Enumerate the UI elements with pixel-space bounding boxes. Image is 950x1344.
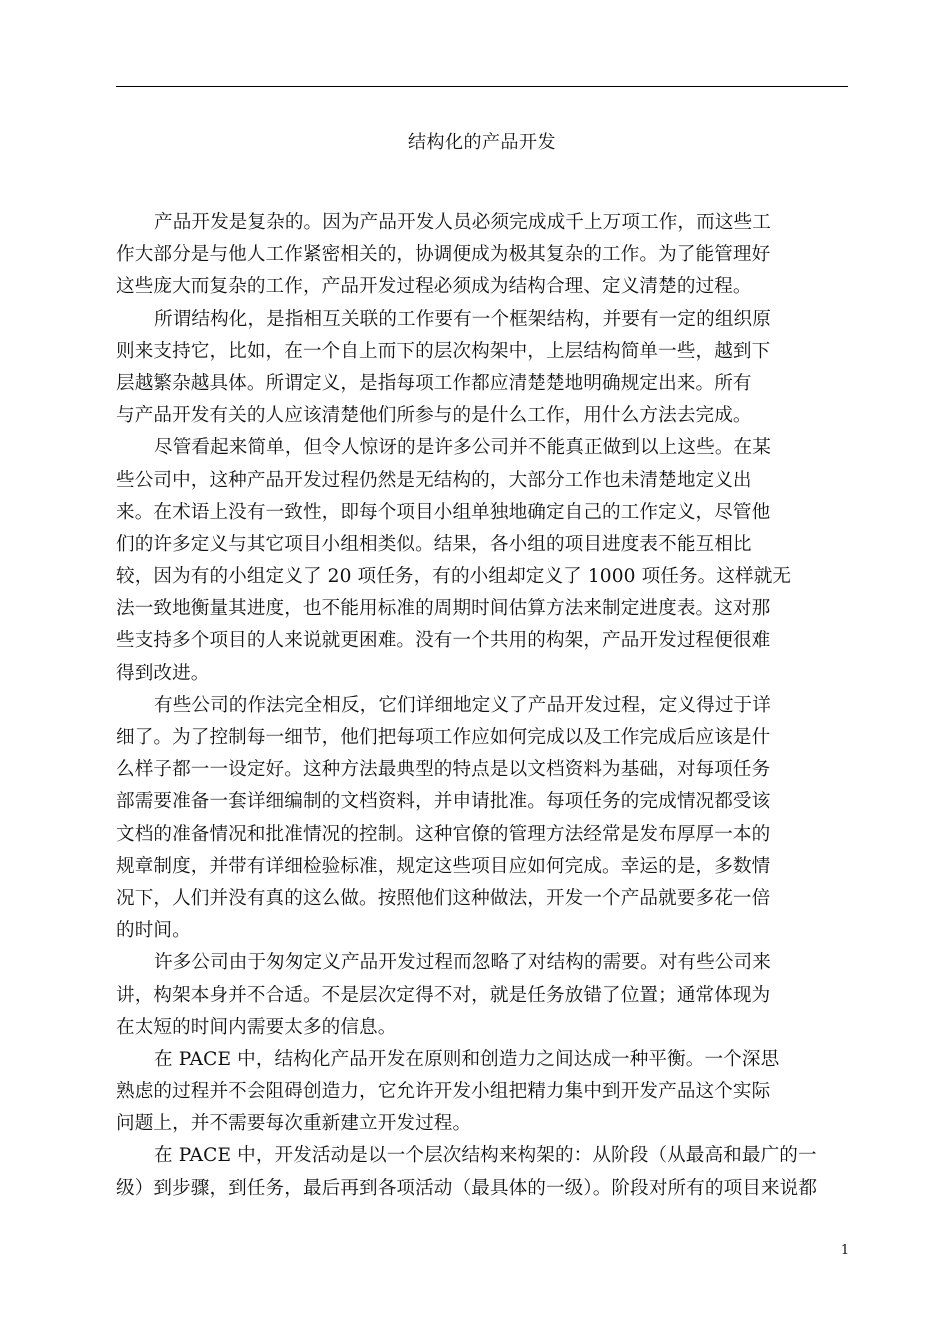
text-line: 文档的准备情况和批准情况的控制。这种官僚的管理方法经常是发布厚厚一本的 (116, 823, 771, 845)
text-line: 法一致地衡量其进度，也不能用标准的周期时间估算方法来制定进度表。这对那 (116, 598, 771, 620)
text-line: 规章制度，并带有详细检验标准，规定这些项目应如何完成。幸运的是，多数情 (116, 855, 771, 877)
text-line: 讲，构架本身并不合适。不是层次定得不对，就是任务放错了位置；通常体现为 (116, 984, 771, 1006)
text-line: 些公司中，这种产品开发过程仍然是无结构的，大部分工作也未清楚地定义出 (116, 469, 752, 491)
text-line: 部需要准备一套详细编制的文档资料，并申请批准。每项任务的完成情况都受该 (116, 791, 771, 813)
text-line: 层越繁杂越具体。所谓定义，是指每项工作都应清楚楚地明确规定出来。所有 (116, 372, 752, 394)
text-line: 较，因为有的小组定义了 20 项任务，有的小组却定义了 1000 项任务。这样就无 (116, 566, 792, 588)
text-line: 这些庞大而复杂的工作，产品开发过程必须成为结构合理、定义清楚的过程。 (116, 276, 752, 298)
text-line: 细了。为了控制每一细节，他们把每项工作应如何完成以及工作完成后应该是什 (116, 727, 771, 748)
text-line: 作大部分是与他人工作紧密相关的，协调便成为极其复杂的工作。为了能管理好 (116, 244, 771, 266)
body-text (116, 207, 856, 1205)
text-line: 得到改进。 (116, 662, 210, 684)
text-line: 尽管看起来简单，但令人惊讶的是许多公司并不能真正做到以上这些。在某 (154, 437, 771, 459)
text-line: 在 PACE 中，结构化产品开发在原则和创造力之间达成一种平衡。一个深思 (154, 1048, 780, 1070)
text-line: 许多公司由于匆匆定义产品开发过程而忽略了对结构的需要。对有些公司来 (154, 952, 771, 974)
text-line: 有些公司的作法完全相反，它们详细地定义了产品开发过程，定义得过于详 (154, 694, 771, 716)
text-line: 产品开发是复杂的。因为产品开发人员必须完成成千上万项工作，而这些工 (154, 212, 771, 233)
text-line: 在 PACE 中，开发活动是以一个层次结构来构架的：从阶段（从最高和最广的一 (154, 1145, 817, 1167)
text-line: 么样子都一一设定好。这种方法最典型的特点是以文档资料为基础，对每项任务 (116, 759, 771, 781)
text-line: 些支持多个项目的人来说就更困难。没有一个共用的构架，产品开发过程便很难 (116, 630, 771, 652)
text-line: 的时间。 (116, 920, 191, 942)
text-line: 问题上，并不需要每次重新建立开发过程。 (116, 1113, 472, 1135)
page-number: 1 (840, 1243, 850, 1258)
text-line: 况下，人们并没有真的这么做。按照他们这种做法，开发一个产品就要多花一倍 (116, 887, 771, 909)
page-title: 结构化的产品开发 (408, 132, 556, 153)
text-line: 们的许多定义与其它项目小组相类似。结果，各小组的项目进度表不能互相比 (116, 533, 752, 555)
text-line: 所谓结构化，是指相互关联的工作要有一个框架结构，并要有一定的组织原 (154, 308, 771, 330)
text-line: 与产品开发有关的人应该清楚他们所参与的是什么工作，用什么方法去完成。 (116, 405, 752, 427)
text-line: 来。在术语上没有一致性，即每个项目小组单独地确定自己的工作定义，尽管他 (116, 501, 771, 523)
text-line: 熟虑的过程并不会阻碍创造力，它允许开发小组把精力集中到开发产品这个实际 (116, 1081, 771, 1103)
header-rule (116, 86, 848, 87)
text-line: 在太短的时间内需要太多的信息。 (116, 1016, 397, 1038)
text-line: 则来支持它，比如，在一个自上而下的层次构架中，上层结构简单一些，越到下 (116, 340, 771, 362)
text-line: 级）到步骤，到任务，最后再到各项活动（最具体的一级）。阶段对所有的项目来说都 (116, 1177, 818, 1199)
